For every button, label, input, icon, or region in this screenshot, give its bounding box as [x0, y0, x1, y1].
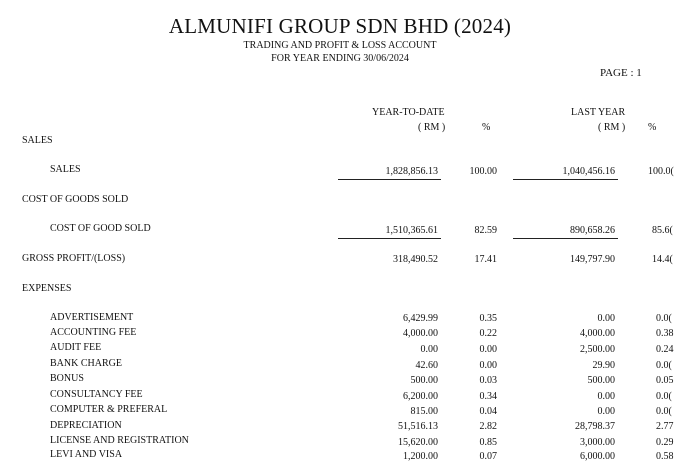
row-ytd: 815.00	[410, 406, 438, 417]
column-header-last-year: LAST YEAR	[571, 107, 626, 118]
column-unit-ytd: ( RM )	[418, 122, 446, 133]
row-ytd: 1,510,365.61	[385, 225, 438, 236]
row-last-year-pct: 100.0(	[648, 166, 674, 177]
row-ytd: 6,429.99	[403, 313, 438, 324]
report-period: FOR YEAR ENDING 30/06/2024	[271, 53, 409, 64]
row-last-year-pct: 0.24	[656, 344, 674, 355]
section-cogs: COST OF GOODS SOLD	[22, 194, 129, 205]
row-label: COMPUTER & PREFERAL	[50, 404, 168, 415]
column-header-pct2: %	[648, 122, 657, 133]
section-sales: SALES	[22, 135, 53, 146]
row-last-year-pct: 0.0(	[656, 313, 672, 324]
row-last-year: 28,798.37	[575, 421, 615, 432]
row-last-year-pct: 0.0(	[656, 360, 672, 371]
row-ytd: 42.60	[415, 360, 438, 371]
row-label: AUDIT FEE	[50, 342, 102, 353]
row-pct: 0.00	[479, 360, 497, 371]
row-pct: 82.59	[474, 225, 497, 236]
report-title: TRADING AND PROFIT & LOSS ACCOUNT	[243, 40, 437, 51]
row-last-year-pct: 0.05	[656, 375, 674, 386]
row-pct: 0.07	[479, 451, 497, 462]
row-pct: 0.04	[479, 406, 497, 417]
company-title: ALMUNIFI GROUP SDN BHD (2024)	[168, 14, 512, 38]
row-ytd: 500.00	[410, 375, 438, 386]
row-last-year-pct: 2.77	[656, 421, 674, 432]
underline-sales-ly	[513, 179, 618, 180]
row-pct: 2.82	[479, 421, 497, 432]
row-label: LEVI AND VISA	[50, 449, 123, 460]
row-pct: 0.35	[479, 313, 497, 324]
row-ytd: 0.00	[420, 344, 438, 355]
row-last-year-pct: 0.38	[656, 328, 674, 339]
row-label: SALES	[50, 164, 81, 175]
row-pct: 0.85	[479, 437, 497, 448]
column-header-ytd: YEAR-TO-DATE	[372, 107, 445, 118]
row-last-year: 890,658.26	[570, 225, 615, 236]
row-ytd: 4,000.00	[403, 328, 438, 339]
row-label: ACCOUNTING FEE	[50, 327, 137, 338]
row-label: COST OF GOOD SOLD	[50, 223, 151, 234]
row-label: CONSULTANCY FEE	[50, 389, 143, 400]
row-last-year: 1,040,456.16	[562, 166, 615, 177]
row-label: DEPRECIATION	[50, 420, 122, 431]
row-ytd: 1,200.00	[403, 451, 438, 462]
column-header-pct1: %	[482, 122, 491, 133]
row-last-year: 29.90	[592, 360, 615, 371]
row-label: GROSS PROFIT/(LOSS)	[22, 253, 126, 264]
row-last-year-pct: 0.58	[656, 451, 674, 462]
row-last-year: 0.00	[597, 313, 615, 324]
underline-sales-ytd	[338, 179, 441, 180]
row-last-year: 0.00	[597, 406, 615, 417]
section-expenses: EXPENSES	[22, 283, 72, 294]
row-ytd: 15,620.00	[398, 437, 438, 448]
row-label: LICENSE AND REGISTRATION	[50, 435, 189, 446]
row-label: BONUS	[50, 373, 84, 384]
row-last-year: 3,000.00	[580, 437, 615, 448]
row-last-year: 149,797.90	[570, 254, 615, 265]
row-ytd: 1,828,856.13	[385, 166, 438, 177]
row-pct: 17.41	[474, 254, 497, 265]
column-unit-last-year: ( RM )	[598, 122, 626, 133]
row-last-year-pct: 0.0(	[656, 406, 672, 417]
row-last-year-pct: 85.6(	[652, 225, 673, 236]
row-last-year: 4,000.00	[580, 328, 615, 339]
underline-cogs-ytd	[338, 238, 441, 239]
row-pct: 100.00	[469, 166, 497, 177]
row-last-year-pct: 0.0(	[656, 391, 672, 402]
row-ytd: 6,200.00	[403, 391, 438, 402]
row-pct: 0.34	[479, 391, 497, 402]
row-pct: 0.00	[479, 344, 497, 355]
row-pct: 0.03	[479, 375, 497, 386]
row-last-year-pct: 0.29	[656, 437, 674, 448]
row-last-year: 500.00	[587, 375, 615, 386]
row-last-year: 6,000.00	[580, 451, 615, 462]
row-last-year: 0.00	[597, 391, 615, 402]
row-label: BANK CHARGE	[50, 358, 122, 369]
row-last-year: 2,500.00	[580, 344, 615, 355]
row-pct: 0.22	[479, 328, 497, 339]
row-label: ADVERTISEMENT	[50, 312, 134, 323]
page-number: PAGE : 1	[600, 67, 642, 79]
row-ytd: 51,516.13	[398, 421, 438, 432]
row-ytd: 318,490.52	[393, 254, 438, 265]
row-last-year-pct: 14.4(	[652, 254, 673, 265]
underline-cogs-ly	[513, 238, 618, 239]
